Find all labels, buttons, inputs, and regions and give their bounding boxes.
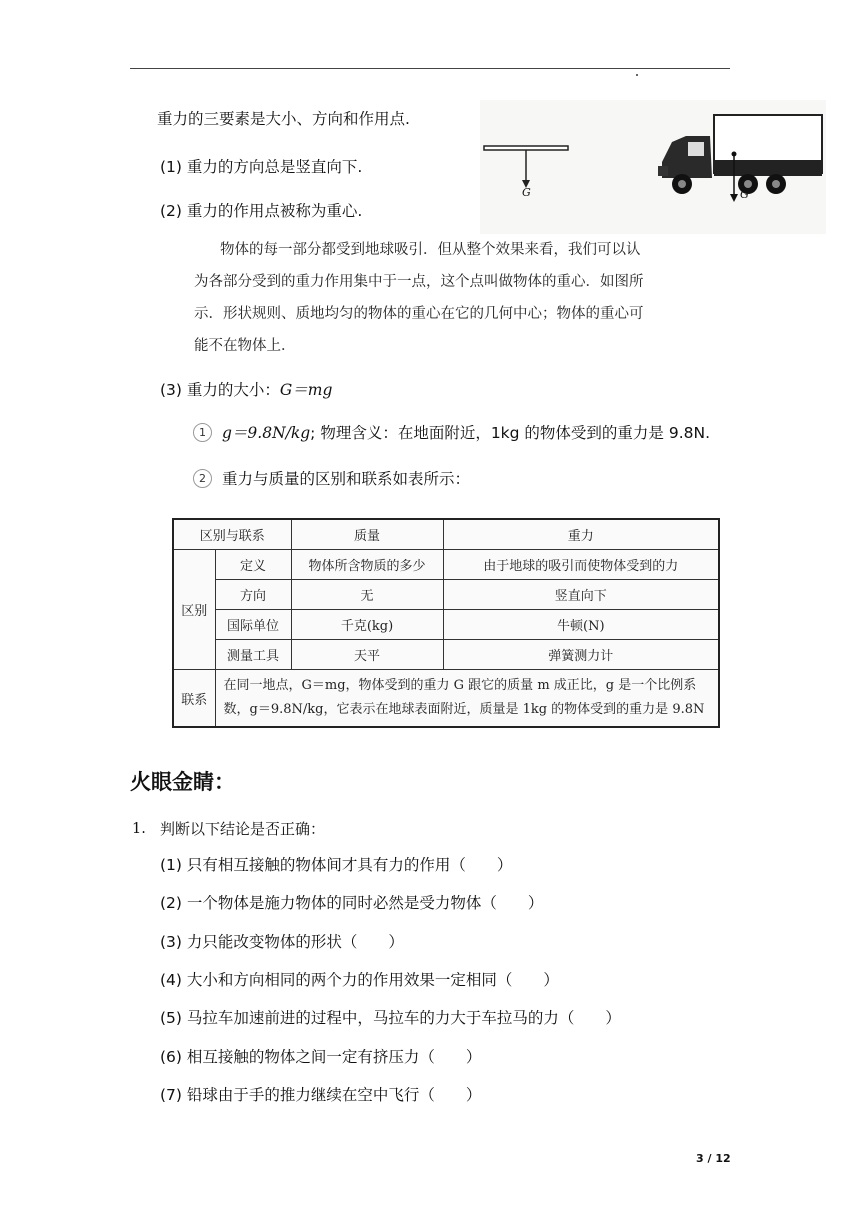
item-magnitude [160, 379, 332, 401]
question-prompt: 判断以下结论是否正确： [160, 820, 326, 838]
sub-item-1 [193, 422, 710, 444]
header-rule [130, 68, 730, 69]
truck-gravity-label: G [740, 188, 749, 201]
sub-item-2 [193, 468, 470, 490]
header-dot [636, 74, 638, 76]
table-row [173, 550, 719, 580]
figure-svg [480, 100, 826, 234]
table-row [173, 640, 719, 670]
cell-mass: 天平 [291, 640, 443, 670]
cell-mass: 物体所含物质的多少 [291, 550, 443, 580]
para-line-1: 物体的每一部分都受到地球吸引．但从整个效果来看，我们可以认 [220, 242, 641, 258]
header-diff-link: 区别与联系 [173, 519, 291, 550]
cell-gravity: 竖直向下 [443, 580, 719, 610]
cell-gravity: 牛顿(N) [443, 610, 719, 640]
table-intro: 重力与质量的区别和联系如表所示： [222, 470, 471, 488]
section-title: 火眼金睛： [130, 770, 235, 794]
group-relation: 联系 [173, 670, 215, 728]
row-label: 方向 [215, 580, 291, 610]
statement-4: (4) 大小和方向相同的两个力的作用效果一定相同（ ） [160, 971, 559, 989]
page-number: 3 / 12 [696, 1152, 731, 1165]
table-relation-row [173, 670, 719, 728]
statement-5: (5) 马拉车加速前进的过程中，马拉车的力大于车拉马的力（ ） [160, 1009, 621, 1027]
gravity-figure [480, 100, 826, 234]
statement-1: (1) 只有相互接触的物体间才具有力的作用（ ） [160, 856, 513, 874]
para-line-2: 为各部分受到的重力作用集中于一点，这个点叫做物体的重心．如图所 [194, 274, 644, 290]
table-row [173, 580, 719, 610]
item-direction: (1) 重力的方向总是竖直向下. [160, 158, 363, 176]
three-elements-line: 重力的三要素是大小、方向和作用点. [157, 110, 410, 128]
statement-6: (6) 相互接触的物体之间一定有挤压力（ ） [160, 1048, 482, 1066]
cell-mass: 千克(kg) [291, 610, 443, 640]
para-line-3: 示．形状规则、质地均匀的物体的重心在它的几何中心；物体的重心可 [194, 306, 644, 322]
bar-gravity-label: G [522, 186, 531, 199]
statement-3: (3) 力只能改变物体的形状（ ） [160, 933, 404, 951]
item-magnitude-label: (3) 重力的大小： [160, 381, 280, 399]
g-meaning: ; 物理含义：在地面附近，1kg 的物体受到的重力是 9.8N. [310, 424, 711, 442]
cell-gravity: 由于地球的吸引而使物体受到的力 [443, 550, 719, 580]
g-value: g＝9.8N/kg [222, 424, 311, 442]
header-mass: 质量 [291, 519, 443, 550]
cell-mass: 无 [291, 580, 443, 610]
item-center-of-gravity: (2) 重力的作用点被称为重心. [160, 202, 363, 220]
para-line-4: 能不在物体上． [194, 338, 296, 354]
header-gravity: 重力 [443, 519, 719, 550]
table-header-row [173, 519, 719, 550]
cell-gravity: 弹簧测力计 [443, 640, 719, 670]
row-label: 国际单位 [215, 610, 291, 640]
question-number: 1. [132, 821, 146, 837]
row-label: 测量工具 [215, 640, 291, 670]
circled-number-2: 2 [193, 469, 212, 488]
statement-2: (2) 一个物体是施力物体的同时必然是受力物体（ ） [160, 894, 544, 912]
statement-7: (7) 铅球由于手的推力继续在空中飞行（ ） [160, 1086, 482, 1104]
gravity-formula: G＝mg [279, 381, 333, 399]
bar-shape [484, 146, 568, 150]
row-label: 定义 [215, 550, 291, 580]
relation-text: 在同一地点，G＝mg，物体受到的重力 G 跟它的质量 m 成正比，g 是一个比例系数，g＝9.8N/kg，它表示在地球表面附近，质量是 1kg 的物体受到的重力是 9.8N [215, 670, 719, 728]
group-difference: 区别 [173, 550, 215, 670]
mass-gravity-table [172, 518, 720, 728]
circled-number-1: 1 [193, 423, 212, 442]
table-row [173, 610, 719, 640]
